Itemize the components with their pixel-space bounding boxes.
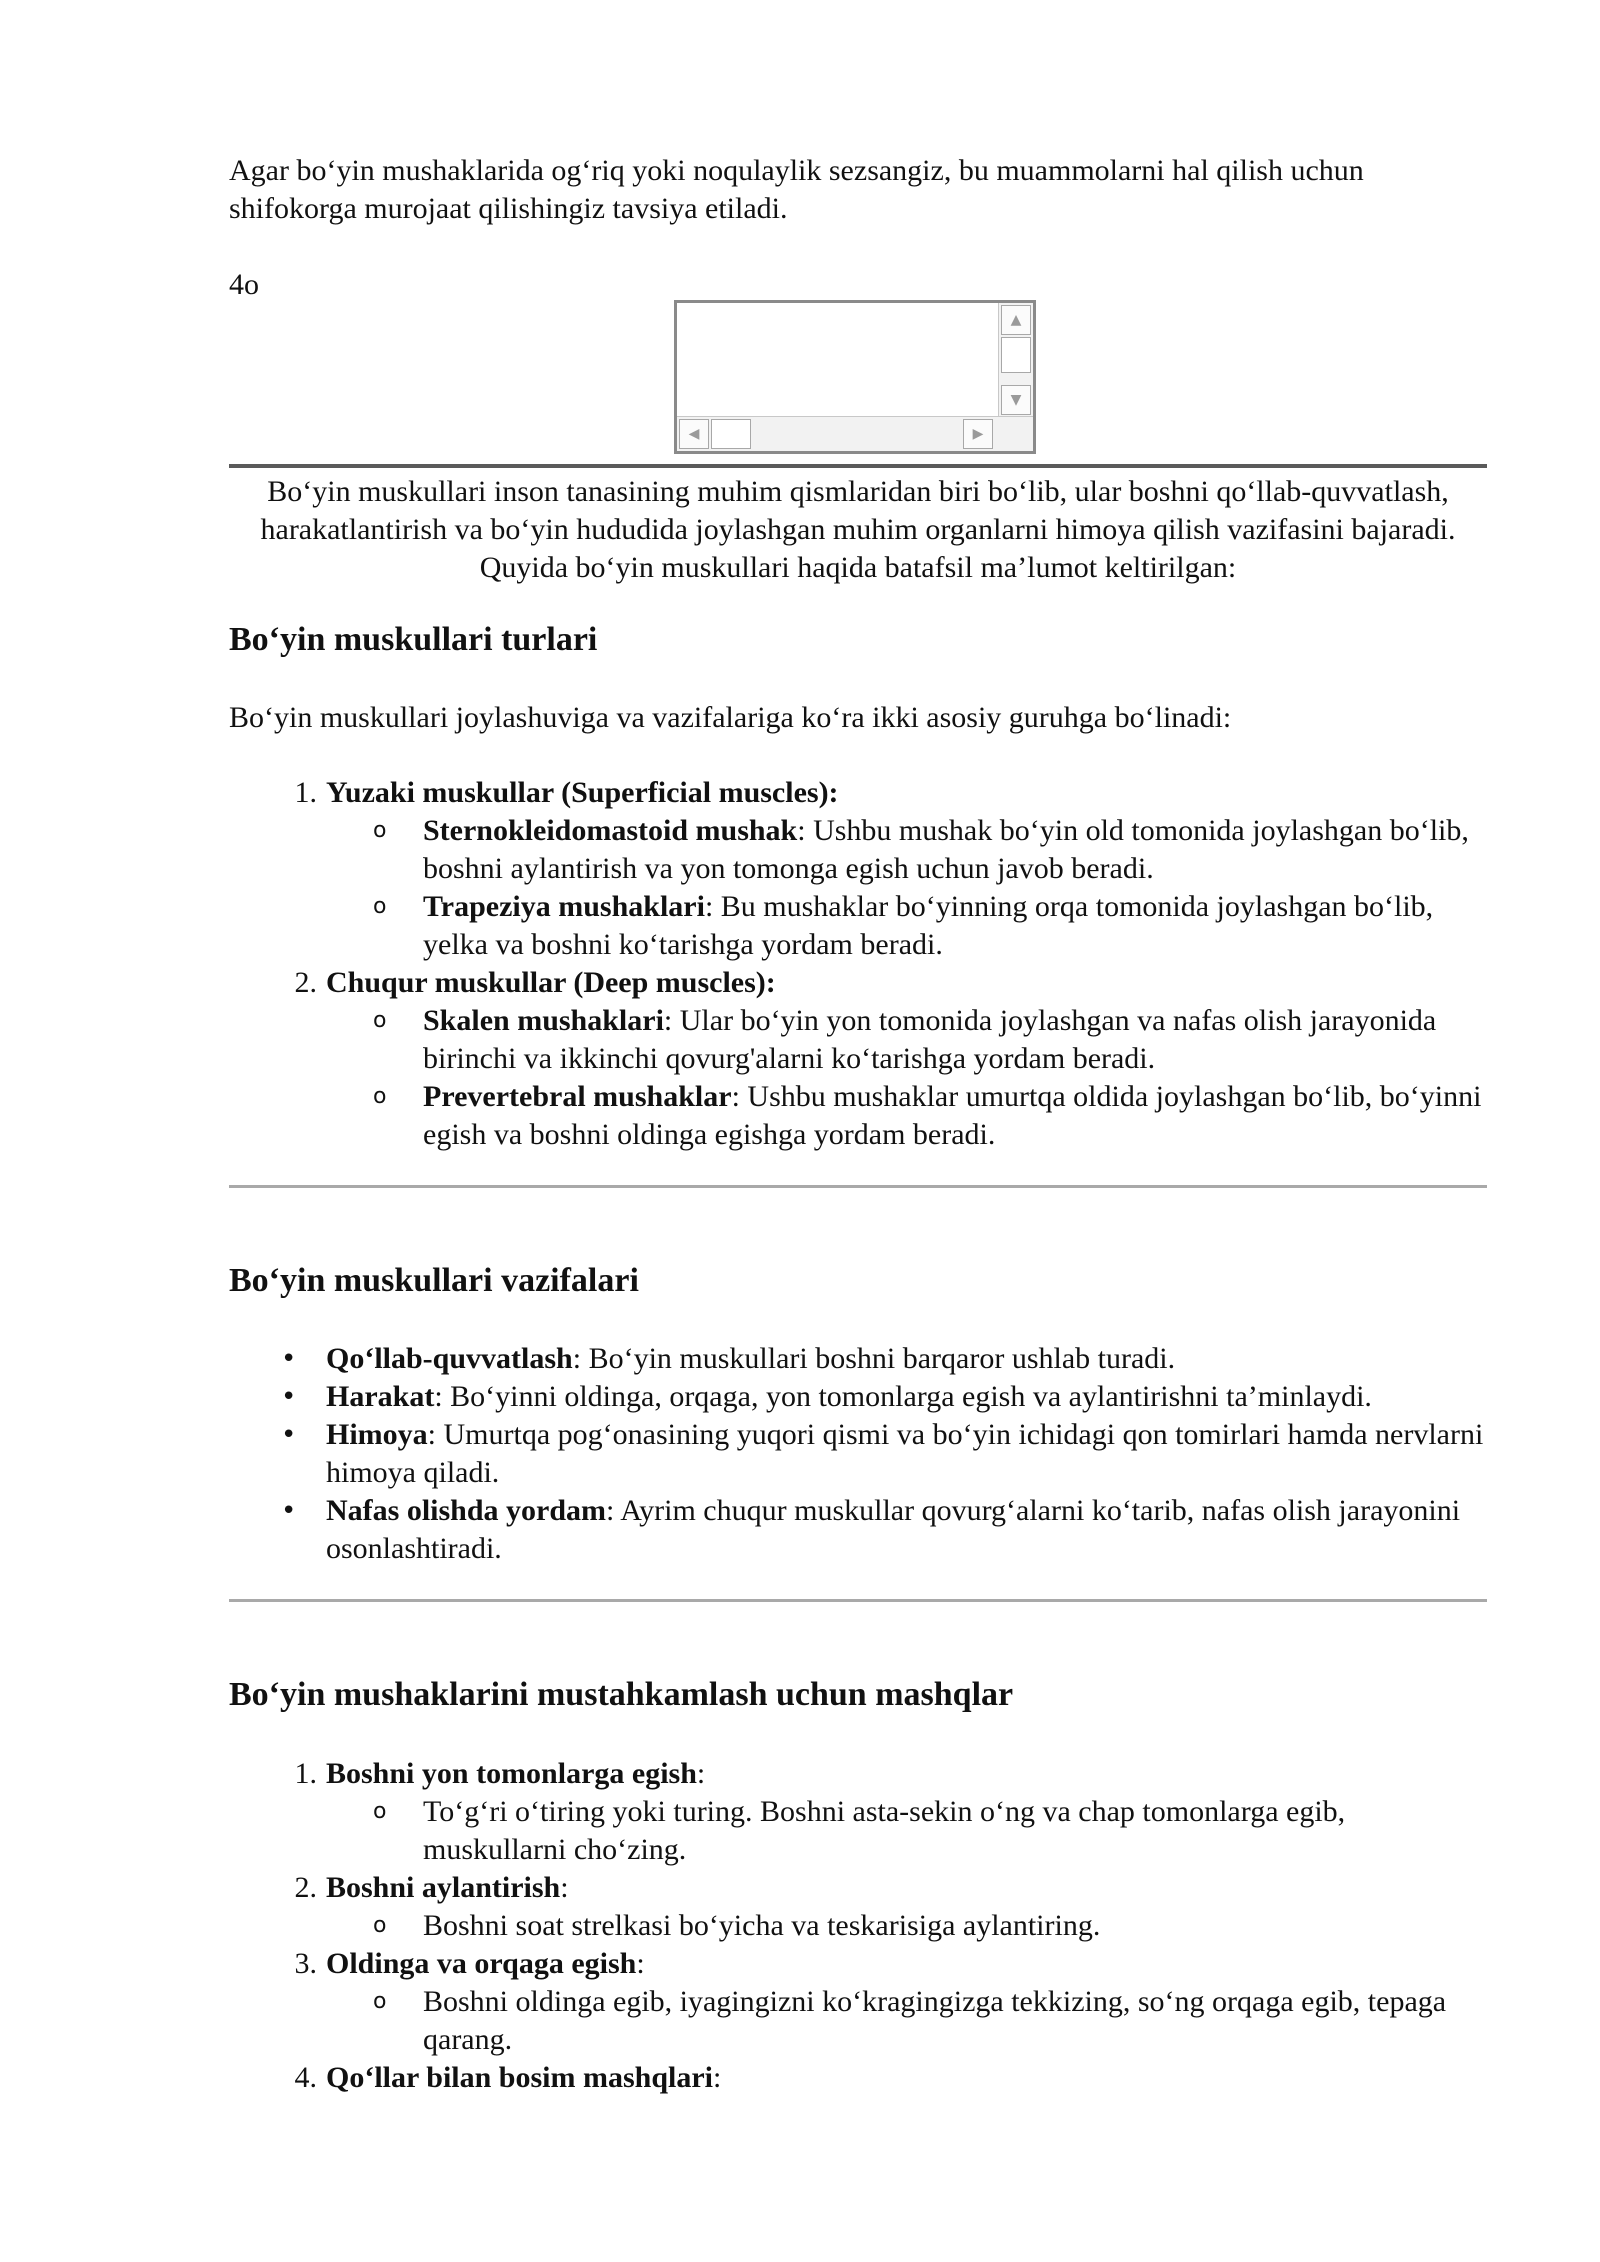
scroll-right-icon[interactable]: ▶ — [963, 419, 993, 449]
list-number: 2. — [294, 1871, 317, 1904]
list-number: 1. — [294, 776, 317, 809]
bullet: • — [281, 1420, 297, 1450]
item-desc: : Ushbu mushaklar umurtqa oldida joylashgan bo‘lib, bo‘yinni egish va boshni oldinga egishga yordam beradi. — [423, 1080, 1482, 1151]
horizontal-scrollbar[interactable] — [677, 416, 1033, 451]
scroll-up-icon[interactable]: ▲ — [1001, 305, 1031, 335]
sub-bullet: o — [373, 1913, 387, 1938]
section-heading-exercises: Bo‘yin mushaklarini mustahkamlash uchun mashqlar — [229, 1676, 1014, 1713]
list-item — [229, 2059, 1487, 2097]
exercises-list — [229, 1755, 1487, 2097]
horizontal-rule — [229, 1599, 1487, 1602]
list-item — [229, 812, 1487, 888]
exercise-title: Oldinga va orqaga egish — [326, 1947, 637, 1980]
item-desc: : Bo‘yinni oldinga, orqaga, yon tomonlarga egish va aylantirishni ta’minlaydi. — [434, 1380, 1372, 1413]
list-item — [229, 1416, 1487, 1492]
horizontal-rule — [229, 464, 1487, 468]
item-term: Qo‘llab-quvvatlash — [326, 1342, 573, 1375]
exercise-title: Qo‘llar bilan bosim mashqlari — [326, 2061, 714, 2094]
list-number: 2. — [294, 966, 317, 999]
colon: : — [696, 1757, 706, 1790]
list-item — [229, 1340, 1487, 1378]
list-number: 3. — [294, 1947, 317, 1980]
sub-bullet: o — [373, 818, 387, 843]
intro-paragraph: Agar bo‘yin mushaklarida og‘riq yoki noqulaylik sezsangiz, bu muammolarni hal qilish uchun shifokorga murojaat qilishingiz tavsiya etiladi. — [229, 154, 1364, 225]
list-item — [229, 1907, 1487, 1945]
scroll-left-icon[interactable]: ◀ — [679, 419, 709, 449]
sub-bullet: o — [373, 1008, 387, 1033]
exercise-title: Boshni aylantirish — [326, 1871, 561, 1904]
vertical-scrollbar[interactable] — [998, 303, 1033, 419]
list-item — [229, 774, 1487, 812]
list-item — [229, 1002, 1487, 1078]
item-term: Harakat — [326, 1380, 435, 1413]
vertical-scroll-thumb[interactable] — [1001, 337, 1031, 373]
bullet: • — [281, 1496, 297, 1526]
horizontal-rule — [229, 1185, 1487, 1188]
list-item — [229, 1755, 1487, 1793]
list-item — [229, 1983, 1487, 2059]
horizontal-scroll-thumb[interactable] — [711, 419, 751, 449]
exercise-desc: Boshni oldinga egib, iyagingizni ko‘kragingizga tekkizing, so‘ng orqaga egib, tepaga qarang. — [423, 1985, 1447, 2056]
list-item — [229, 1492, 1487, 1568]
sub-bullet: o — [373, 1989, 387, 2014]
muscle-groups-list — [229, 774, 1487, 1154]
list-item — [229, 1793, 1487, 1869]
list-item — [229, 1078, 1487, 1154]
bullet: • — [281, 1344, 297, 1374]
lead-paragraph: Bo‘yin muskullari inson tanasining muhim qismlaridan biri bo‘lib, ular boshni qo‘llab-quvvatlash, harakatlantirish va bo‘yin hududida joylashgan muhim organlarni himoya qilish vazifasini bajaradi. Quyida bo‘yin muskullari haqida batafsil ma’lumot keltirilgan: — [260, 475, 1456, 584]
colon: : — [636, 1947, 645, 1980]
section-heading-types: Bo‘yin muskullari turlari — [229, 621, 598, 658]
sub-bullet: o — [373, 1799, 387, 1824]
item-term: Himoya — [326, 1418, 428, 1451]
page-marker: 4o — [229, 268, 259, 301]
text-area-widget[interactable] — [674, 300, 1036, 454]
item-term: Prevertebral mushaklar — [423, 1080, 732, 1113]
item-desc: : Bo‘yin muskullari boshni barqaror ushlab turadi. — [572, 1342, 1176, 1375]
list-item — [229, 1945, 1487, 1983]
item-desc: : Bu mushaklar bo‘yinning orqa tomonida joylashgan bo‘lib, yelka va boshni ko‘tarishga yordam beradi. — [423, 890, 1434, 961]
exercise-desc: To‘g‘ri o‘tiring yoki turing. Boshni asta-sekin o‘ng va chap tomonlarga egib, muskullarni cho‘zing. — [423, 1795, 1346, 1866]
group-title: Yuzaki muskullar (Superficial muscles): — [326, 776, 839, 809]
item-desc: : Ular bo‘yin yon tomonida joylashgan va nafas olish jarayonida birinchi va ikkinchi qovurg'alarni ko‘tarishga yordam beradi. — [423, 1004, 1437, 1075]
item-desc: : Umurtqa pog‘onasining yuqori qismi va bo‘yin ichidagi qon tomirlari hamda nervlarni himoya qiladi. — [326, 1418, 1484, 1489]
item-term: Trapeziya mushaklari — [423, 890, 705, 923]
colon: : — [713, 2061, 722, 2094]
list-item — [229, 1378, 1487, 1416]
exercise-title: Boshni yon tomonlarga egish — [326, 1757, 697, 1790]
functions-list — [229, 1340, 1487, 1568]
item-term: Nafas olishda yordam — [326, 1494, 607, 1527]
list-number: 1. — [294, 1757, 317, 1790]
item-desc: : Ushbu mushak bo‘yin old tomonida joylashgan bo‘lib, boshni aylantirish va yon tomonga egish uchun javob beradi. — [423, 814, 1469, 885]
scroll-down-icon[interactable]: ▼ — [1001, 385, 1031, 415]
list-item — [229, 964, 1487, 1002]
sub-bullet: o — [373, 1084, 387, 1109]
item-term: Skalen mushaklari — [423, 1004, 664, 1037]
group-title: Chuqur muskullar (Deep muscles): — [326, 966, 776, 999]
section-text-types: Bo‘yin muskullari joylashuviga va vazifalariga ko‘ra ikki asosiy guruhga bo‘linadi: — [229, 701, 1232, 734]
item-desc: : Ayrim chuqur muskullar qovurg‘alarni ko‘tarib, nafas olish jarayonini osonlashtiradi. — [326, 1494, 1461, 1565]
list-number: 4. — [294, 2061, 317, 2094]
sub-bullet: o — [373, 894, 387, 919]
list-item — [229, 1869, 1487, 1907]
item-term: Sternokleidomastoid mushak — [423, 814, 798, 847]
section-heading-functions: Bo‘yin muskullari vazifalari — [229, 1262, 639, 1299]
colon: : — [560, 1871, 569, 1904]
list-item — [229, 888, 1487, 964]
exercise-desc: Boshni soat strelkasi bo‘yicha va teskarisiga aylantiring. — [423, 1909, 1101, 1942]
bullet: • — [281, 1382, 297, 1412]
